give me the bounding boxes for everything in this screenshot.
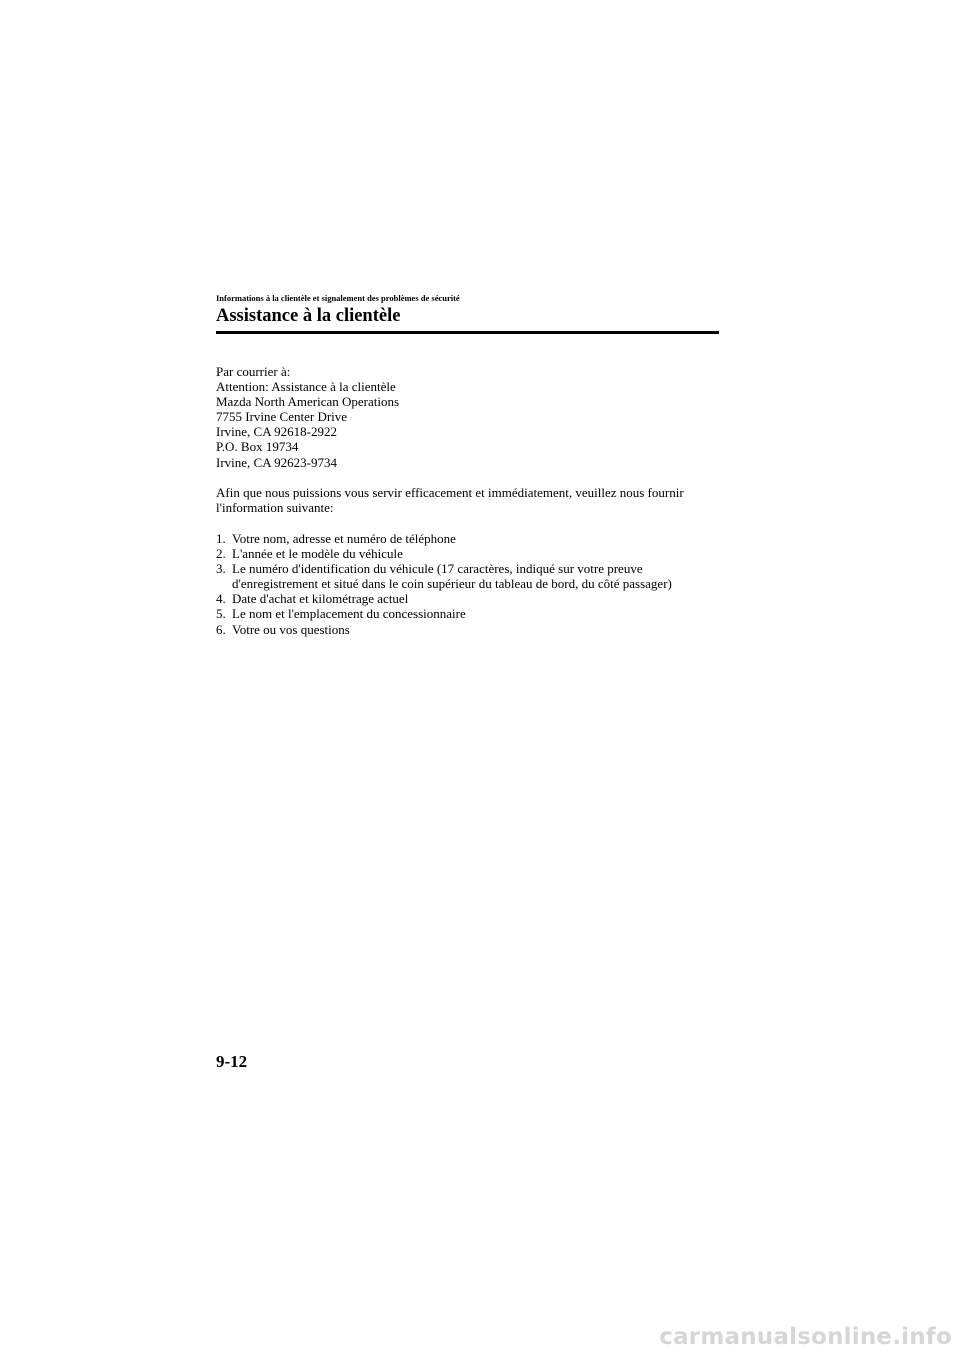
list-item bbox=[216, 606, 672, 621]
page-title: Assistance à la clientèle bbox=[216, 306, 401, 326]
list-item bbox=[216, 591, 672, 606]
section-label: Informations à la clientèle et signalement des problèmes de sécurité bbox=[216, 293, 460, 303]
list-item bbox=[216, 531, 672, 546]
list-item-number: 1. bbox=[216, 531, 226, 546]
address-line: Mazda North American Operations bbox=[216, 394, 400, 410]
list-item bbox=[216, 546, 672, 561]
required-information-list bbox=[216, 531, 672, 637]
list-item-number: 6. bbox=[216, 621, 226, 637]
list-item-text: Votre nom, adresse et numéro de téléphone bbox=[232, 531, 456, 546]
mailing-address bbox=[216, 364, 399, 470]
list-item-number: 4. bbox=[216, 591, 226, 607]
address-line: Attention: Assistance à la clientèle bbox=[216, 379, 396, 395]
address-line: 7755 Irvine Center Drive bbox=[216, 409, 348, 425]
list-item-text: Le numéro d'identification du véhicule (17 caractères, indiqué sur votre preuve d'enregistrement et situé dans le coin supérieur du tableau de bord, du côté passager) bbox=[232, 561, 672, 592]
address-line: P.O. Box 19734 bbox=[216, 439, 299, 455]
list-item-text: Date d'achat et kilométrage actuel bbox=[232, 591, 409, 607]
list-item bbox=[216, 622, 672, 637]
intro-paragraph: Afin que nous puissions vous servir efficacement et immédiatement, veuillez nous fournir l'information suivante: bbox=[216, 485, 684, 516]
list-item-number: 3. bbox=[216, 561, 226, 577]
address-line: Irvine, CA 92618-2922 bbox=[216, 424, 337, 440]
list-item-text: L'année et le modèle du véhicule bbox=[232, 546, 403, 562]
list-item-number: 5. bbox=[216, 606, 226, 622]
list-item bbox=[216, 561, 672, 591]
address-line: Irvine, CA 92623-9734 bbox=[216, 454, 337, 470]
list-item-number: 2. bbox=[216, 546, 226, 562]
list-item-text: Le nom et l'emplacement du concessionnaire bbox=[232, 606, 466, 622]
page-number: 9-12 bbox=[216, 1052, 248, 1071]
watermark: carmanualsonline.info bbox=[659, 1324, 952, 1350]
list-item-text: Votre ou vos questions bbox=[232, 621, 350, 637]
address-line: Par courrier à: bbox=[216, 364, 291, 379]
title-rule bbox=[216, 331, 719, 334]
